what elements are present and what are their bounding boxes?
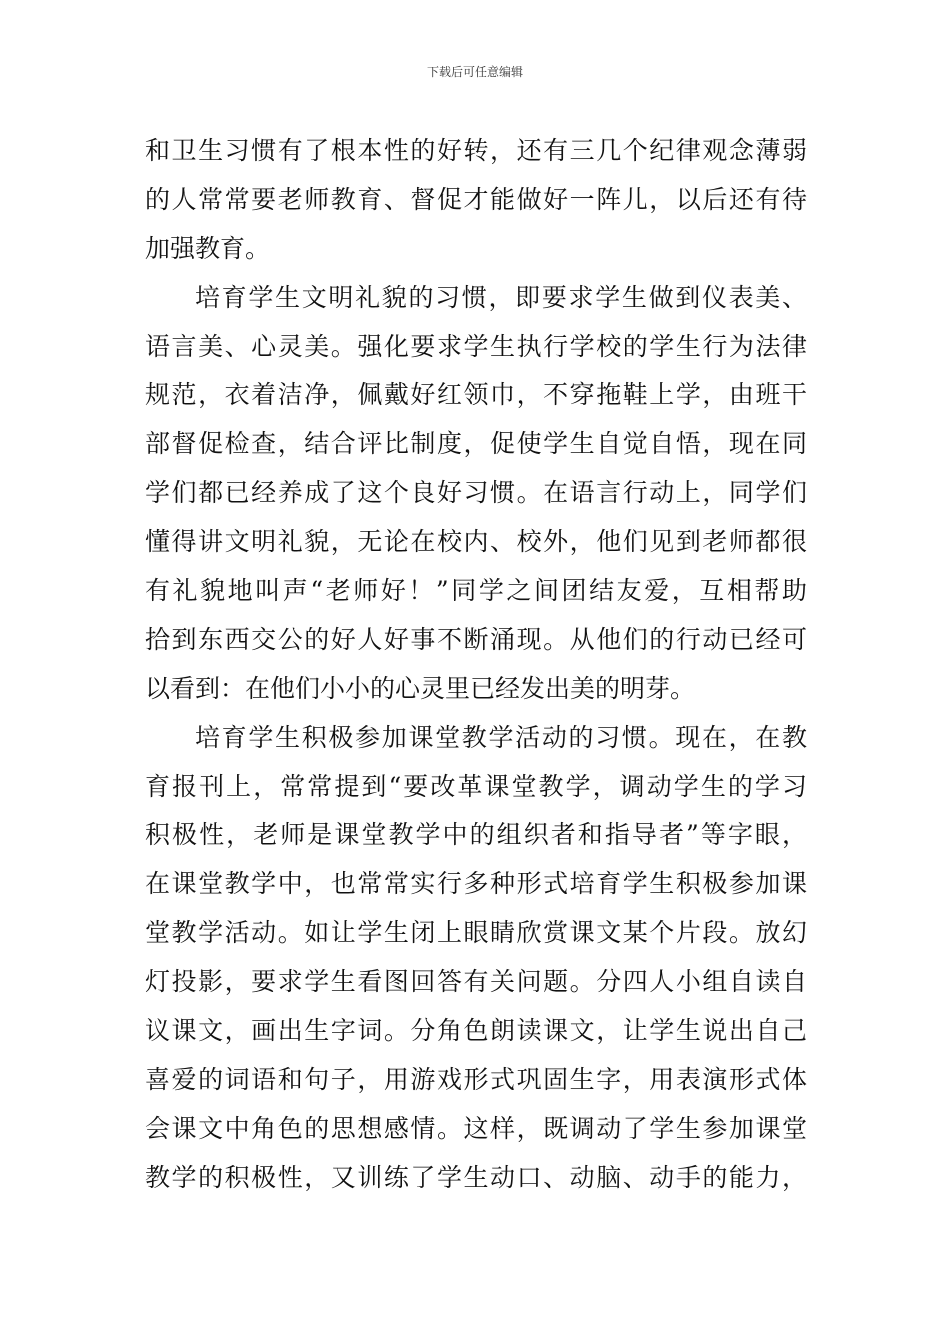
- text-line: 培育学生文明礼貌的习惯，即要求学生做到仪表美、: [195, 282, 807, 312]
- text-line: 堂教学活动。如让学生闭上眼睛欣赏课文某个片段。放幻: [145, 918, 807, 948]
- text-line: 学们都已经养成了这个良好习惯。在语言行动上，同学们: [145, 478, 807, 508]
- document-body: [145, 127, 807, 1203]
- text-line: 以看到：在他们小小的心灵里已经发出美的明芽。: [145, 673, 696, 703]
- text-line: 和卫生习惯有了根本性的好转，还有三几个纪律观念薄弱: [145, 136, 807, 165]
- text-line: 积极性，老师是课堂教学中的组织者和指导者”等字眼，: [145, 820, 807, 850]
- text-line: 喜爱的词语和句子，用游戏形式巩固生字，用表演形式体: [145, 1064, 807, 1094]
- text-line: 规范，衣着洁净，佩戴好红领巾，不穿拖鞋上学，由班干: [145, 380, 807, 410]
- text-line: 培育学生积极参加课堂教学活动的习惯。现在，在教: [195, 722, 807, 752]
- text-line: 在课堂教学中，也常常实行多种形式培育学生积极参加课: [145, 869, 807, 899]
- text-line: 部督促检查，结合评比制度，促使学生自觉自悟，现在同: [145, 429, 807, 459]
- text-line: 有礼貌地叫声“老师好！”同学之间团结友爱，互相帮助: [145, 576, 807, 606]
- text-line: 懂得讲文明礼貌，无论在校内、校外，他们见到老师都很: [145, 527, 807, 557]
- text-line: 教学的积极性，又训练了学生动口、动脑、动手的能力，: [145, 1162, 807, 1192]
- text-line: 的人常常要老师教育、督促才能做好一阵儿，以后还有待: [145, 184, 807, 214]
- text-line: 会课文中角色的思想感情。这样，既调动了学生参加课堂: [145, 1113, 807, 1143]
- page-header: 下载后可任意编辑: [426, 65, 523, 79]
- text-line: 灯投影，要求学生看图回答有关问题。分四人小组自读自: [145, 967, 807, 997]
- text-line: 育报刊上，常常提到“要改革课堂教学，调动学生的学习: [145, 771, 807, 801]
- text-line: 语言美、心灵美。强化要求学生执行学校的学生行为法律: [145, 331, 807, 361]
- text-line: 加强教育。: [145, 233, 271, 263]
- text-line: 拾到东西交公的好人好事不断涌现。从他们的行动已经可: [145, 624, 807, 654]
- text-line: 议课文，画出生字词。分角色朗读课文，让学生说出自己: [145, 1016, 807, 1046]
